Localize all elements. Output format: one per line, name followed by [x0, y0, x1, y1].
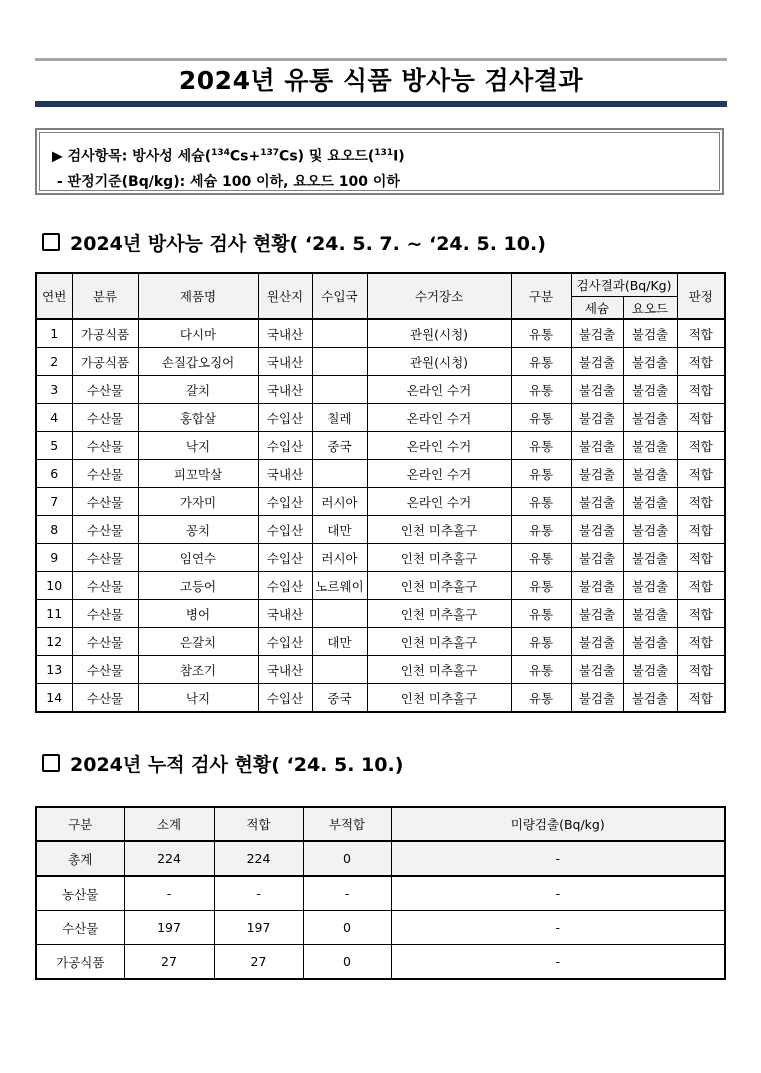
table-row [36, 684, 725, 713]
cell-trace: - [391, 945, 725, 980]
cell-trace: - [391, 841, 725, 876]
table-row [36, 876, 725, 911]
cell-pass: 224 [214, 841, 303, 876]
cell-location: 인천 미추홀구 [367, 516, 511, 544]
cell-no: 13 [36, 656, 72, 684]
cell-category: 가공식품 [36, 945, 124, 980]
cell-category: 수산물 [72, 656, 138, 684]
cell-category: 수산물 [72, 684, 138, 713]
cell-origin: 수입산 [258, 488, 312, 516]
title-block [35, 58, 727, 107]
cell-category: 수산물 [72, 460, 138, 488]
cell-type: 유통 [511, 516, 571, 544]
header-fail: 부적합 [303, 807, 391, 841]
cell-location: 온라인 수거 [367, 432, 511, 460]
cell-judgement: 적합 [677, 348, 725, 376]
cell-import-country [312, 656, 367, 684]
cell-no: 1 [36, 319, 72, 348]
cell-location: 온라인 수거 [367, 460, 511, 488]
cell-iodine: 불검출 [623, 516, 677, 544]
cell-location: 인천 미추홀구 [367, 600, 511, 628]
cell-type: 유통 [511, 460, 571, 488]
cell-product: 병어 [138, 600, 258, 628]
isotope-mass: 134 [211, 148, 230, 158]
cell-import-country [312, 319, 367, 348]
cell-location: 인천 미추홀구 [367, 656, 511, 684]
cell-product: 참조기 [138, 656, 258, 684]
cell-import-country [312, 376, 367, 404]
cell-judgement: 적합 [677, 404, 725, 432]
header-category: 구분 [36, 807, 124, 841]
cell-origin: 수입산 [258, 432, 312, 460]
cell-type: 유통 [511, 432, 571, 460]
cell-iodine: 불검출 [623, 488, 677, 516]
cell-fail: - [303, 876, 391, 911]
cell-location: 인천 미추홀구 [367, 628, 511, 656]
cell-type: 유통 [511, 376, 571, 404]
cell-subtotal: 197 [124, 911, 214, 945]
cell-cesium: 불검출 [571, 544, 623, 572]
cell-cesium: 불검출 [571, 572, 623, 600]
info-text: I) [393, 148, 405, 165]
cell-fail: 0 [303, 911, 391, 945]
cell-type: 유통 [511, 628, 571, 656]
cell-category: 수산물 [72, 544, 138, 572]
table-row [36, 516, 725, 544]
header-product: 제품명 [138, 273, 258, 319]
cell-iodine: 불검출 [623, 544, 677, 572]
cell-origin: 수입산 [258, 572, 312, 600]
cell-category: 수산물 [36, 911, 124, 945]
cell-origin: 수입산 [258, 404, 312, 432]
table-row [36, 432, 725, 460]
cell-cesium: 불검출 [571, 376, 623, 404]
cell-category: 수산물 [72, 572, 138, 600]
cell-origin: 수입산 [258, 516, 312, 544]
cell-cesium: 불검출 [571, 460, 623, 488]
cell-origin: 국내산 [258, 460, 312, 488]
isotope-mass: 137 [260, 148, 280, 158]
info-text: ▶ 검사항목: 방사성 세슘( [52, 148, 212, 165]
table-row [36, 656, 725, 684]
table-row [36, 404, 725, 432]
section-heading-cumulative [42, 753, 403, 777]
table-row [36, 628, 725, 656]
cell-no: 8 [36, 516, 72, 544]
weekly-results-body [36, 319, 725, 712]
table-row [36, 319, 725, 348]
cell-judgement: 적합 [677, 600, 725, 628]
cell-judgement: 적합 [677, 544, 725, 572]
table-row [36, 600, 725, 628]
cell-no: 3 [36, 376, 72, 404]
cell-category: 수산물 [72, 488, 138, 516]
cell-pass: 197 [214, 911, 303, 945]
cell-fail: 0 [303, 945, 391, 980]
header-trace: 미량검출(Bq/kg) [391, 807, 725, 841]
cell-type: 유통 [511, 544, 571, 572]
cell-cesium: 불검출 [571, 488, 623, 516]
cell-no: 6 [36, 460, 72, 488]
cell-product: 은갈치 [138, 628, 258, 656]
cell-iodine: 불검출 [623, 572, 677, 600]
cell-iodine: 불검출 [623, 348, 677, 376]
cell-no: 10 [36, 572, 72, 600]
cell-location: 관원(시청) [367, 348, 511, 376]
table-row [36, 544, 725, 572]
checkbox-bullet-icon [42, 754, 60, 772]
info-text: Cs+ [229, 148, 261, 165]
cell-cesium: 불검출 [571, 600, 623, 628]
cell-type: 유통 [511, 348, 571, 376]
cell-location: 인천 미추홀구 [367, 544, 511, 572]
cell-type: 유통 [511, 600, 571, 628]
inspection-info-box [35, 128, 724, 195]
cell-import-country [312, 348, 367, 376]
cell-location: 온라인 수거 [367, 376, 511, 404]
cell-location: 인천 미추홀구 [367, 684, 511, 713]
table-row [36, 348, 725, 376]
header-category: 분류 [72, 273, 138, 319]
cell-cesium: 불검출 [571, 656, 623, 684]
cell-origin: 국내산 [258, 600, 312, 628]
cell-iodine: 불검출 [623, 628, 677, 656]
section-heading-text: 2024년 방사능 검사 현황( ‘24. 5. 7. ~ ‘24. 5. 10.) [70, 233, 546, 255]
cell-judgement: 적합 [677, 376, 725, 404]
checkbox-bullet-icon [42, 233, 60, 251]
cell-import-country: 대만 [312, 516, 367, 544]
header-pass: 적합 [214, 807, 303, 841]
cell-import-country: 칠레 [312, 404, 367, 432]
cell-cesium: 불검출 [571, 684, 623, 713]
cell-product: 꽁치 [138, 516, 258, 544]
header-location: 수거장소 [367, 273, 511, 319]
cell-product: 임연수 [138, 544, 258, 572]
cell-type: 유통 [511, 319, 571, 348]
cell-category: 수산물 [72, 516, 138, 544]
cell-no: 9 [36, 544, 72, 572]
cell-cesium: 불검출 [571, 516, 623, 544]
page-title: 2024년 유통 식품 방사능 검사결과 [178, 66, 584, 95]
cell-product: 고등어 [138, 572, 258, 600]
table-row [36, 460, 725, 488]
cell-category: 가공식품 [72, 319, 138, 348]
cell-product: 피꼬막살 [138, 460, 258, 488]
cell-location: 관원(시청) [367, 319, 511, 348]
cell-subtotal: 224 [124, 841, 214, 876]
cell-cesium: 불검출 [571, 404, 623, 432]
cell-judgement: 적합 [677, 488, 725, 516]
cell-no: 4 [36, 404, 72, 432]
cell-iodine: 불검출 [623, 432, 677, 460]
cell-subtotal: - [124, 876, 214, 911]
cell-origin: 국내산 [258, 348, 312, 376]
cell-type: 유통 [511, 572, 571, 600]
cell-judgement: 적합 [677, 460, 725, 488]
cell-no: 11 [36, 600, 72, 628]
cell-product: 홍합살 [138, 404, 258, 432]
cell-location: 인천 미추홀구 [367, 572, 511, 600]
cell-iodine: 불검출 [623, 404, 677, 432]
cell-category: 수산물 [72, 404, 138, 432]
cell-product: 낙지 [138, 684, 258, 713]
cell-no: 7 [36, 488, 72, 516]
header-subtotal: 소계 [124, 807, 214, 841]
cell-judgement: 적합 [677, 572, 725, 600]
cell-cesium: 불검출 [571, 628, 623, 656]
cell-product: 다시마 [138, 319, 258, 348]
cell-type: 유통 [511, 488, 571, 516]
cell-origin: 수입산 [258, 628, 312, 656]
cell-location: 온라인 수거 [367, 404, 511, 432]
cell-category: 농산물 [36, 876, 124, 911]
header-judgement: 판정 [677, 273, 725, 319]
cell-location: 온라인 수거 [367, 488, 511, 516]
section-heading-weekly [42, 232, 546, 256]
cell-import-country [312, 460, 367, 488]
cell-judgement: 적합 [677, 319, 725, 348]
cell-subtotal: 27 [124, 945, 214, 980]
cell-cesium: 불검출 [571, 348, 623, 376]
criteria-line: - 판정기준(Bq/kg): 세슘 100 이하, 요오드 100 이하 [52, 173, 400, 190]
cell-import-country: 중국 [312, 684, 367, 713]
table-row [36, 488, 725, 516]
cell-iodine: 불검출 [623, 656, 677, 684]
cell-trace: - [391, 911, 725, 945]
cell-judgement: 적합 [677, 684, 725, 713]
cell-category: 수산물 [72, 628, 138, 656]
cell-cesium: 불검출 [571, 319, 623, 348]
cell-no: 2 [36, 348, 72, 376]
header-origin: 원산지 [258, 273, 312, 319]
table-row [36, 841, 725, 876]
cell-import-country [312, 600, 367, 628]
cell-category: 수산물 [72, 432, 138, 460]
cumulative-body [36, 841, 725, 979]
cell-iodine: 불검출 [623, 600, 677, 628]
cell-fail: 0 [303, 841, 391, 876]
cell-iodine: 불검출 [623, 319, 677, 348]
cell-type: 유통 [511, 684, 571, 713]
cumulative-table [35, 806, 726, 980]
cell-product: 손질갑오징어 [138, 348, 258, 376]
header-result: 검사결과(Bq/Kg) [571, 273, 677, 297]
cell-import-country: 러시아 [312, 488, 367, 516]
cell-iodine: 불검출 [623, 376, 677, 404]
cell-trace: - [391, 876, 725, 911]
cell-import-country: 러시아 [312, 544, 367, 572]
cell-type: 유통 [511, 404, 571, 432]
cell-category: 가공식품 [72, 348, 138, 376]
cell-import-country: 중국 [312, 432, 367, 460]
cell-iodine: 불검출 [623, 460, 677, 488]
cell-judgement: 적합 [677, 628, 725, 656]
header-no: 연번 [36, 273, 72, 319]
cell-iodine: 불검출 [623, 684, 677, 713]
cell-judgement: 적합 [677, 516, 725, 544]
table-row [36, 572, 725, 600]
title-bottom-rule [35, 101, 727, 107]
header-iodine: 요오드 [623, 297, 677, 320]
isotope-mass: 131 [374, 148, 394, 158]
cell-origin: 수입산 [258, 544, 312, 572]
cell-origin: 국내산 [258, 376, 312, 404]
cell-product: 갈치 [138, 376, 258, 404]
cell-origin: 수입산 [258, 684, 312, 713]
table-row [36, 911, 725, 945]
cell-pass: 27 [214, 945, 303, 980]
info-text: Cs) 및 요오드( [279, 148, 375, 165]
cell-judgement: 적합 [677, 656, 725, 684]
cell-category: 수산물 [72, 376, 138, 404]
cell-import-country: 대만 [312, 628, 367, 656]
cell-product: 낙지 [138, 432, 258, 460]
cell-no: 14 [36, 684, 72, 713]
cell-type: 유통 [511, 656, 571, 684]
cell-no: 12 [36, 628, 72, 656]
cell-judgement: 적합 [677, 432, 725, 460]
cell-cesium: 불검출 [571, 432, 623, 460]
cell-origin: 국내산 [258, 319, 312, 348]
weekly-results-table [35, 272, 726, 713]
cell-pass: - [214, 876, 303, 911]
cell-no: 5 [36, 432, 72, 460]
cumulative-header-row [36, 807, 725, 841]
cell-category: 수산물 [72, 600, 138, 628]
inspection-items-line [52, 141, 719, 170]
header-cesium: 세슘 [571, 297, 623, 320]
section-heading-text: 2024년 누적 검사 현황( ‘24. 5. 10.) [70, 754, 404, 776]
cell-import-country: 노르웨이 [312, 572, 367, 600]
table-row [36, 945, 725, 980]
cell-origin: 국내산 [258, 656, 312, 684]
cell-product: 가자미 [138, 488, 258, 516]
header-import-country: 수입국 [312, 273, 367, 319]
header-type: 구분 [511, 273, 571, 319]
cell-category: 총계 [36, 841, 124, 876]
table-row [36, 376, 725, 404]
